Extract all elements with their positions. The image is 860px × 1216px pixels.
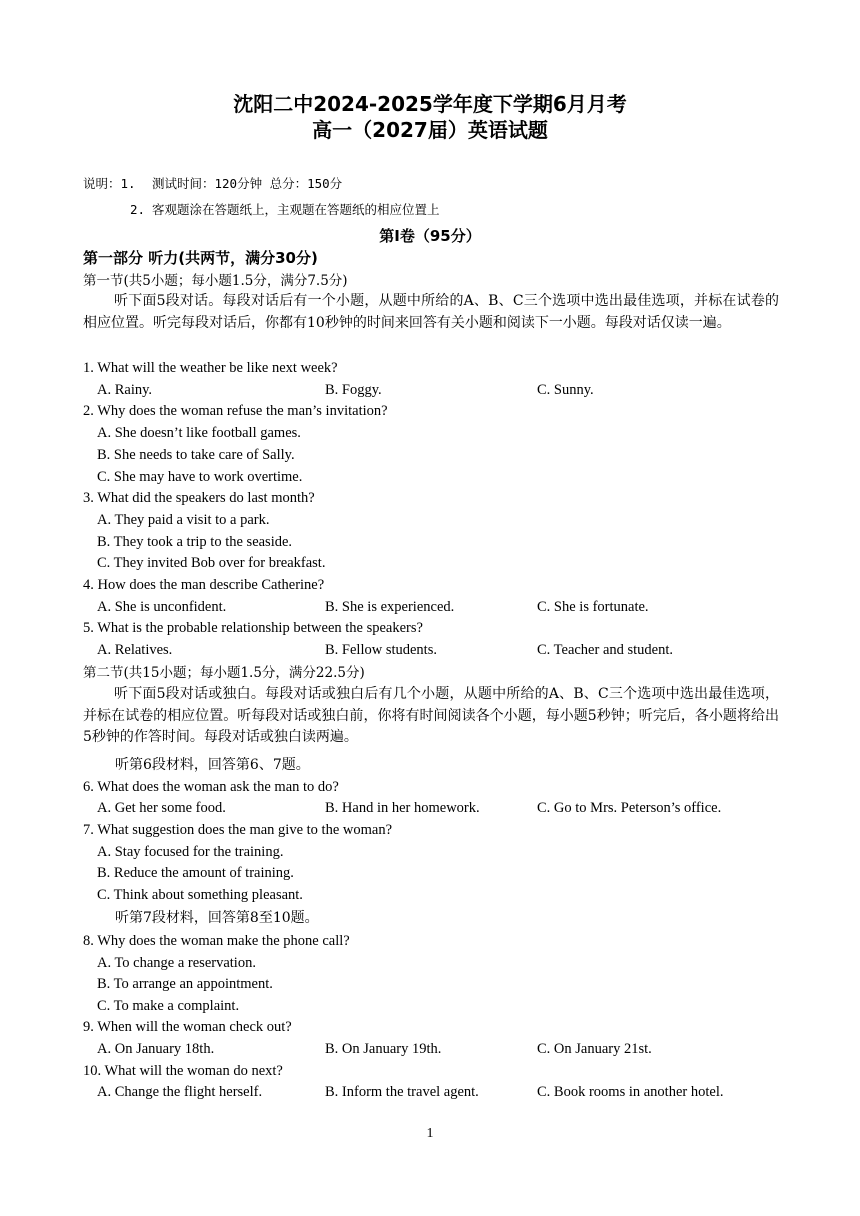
note-item-2-number: 2.	[130, 202, 146, 217]
option-a: A. On January 18th.	[97, 1041, 215, 1057]
material-instruction: 听第6段材料，回答第6、7题。	[115, 757, 310, 773]
option-b: B. Inform the travel agent.	[325, 1084, 479, 1100]
section-instructions: 听下面5段对话或独白。每段对话或独白后有几个小题，从题中所给的A、B、C三个选项中选出最佳选项，并标在试卷的相应位置。听每段对话或独白前，你将有时间阅读各个小题，每小题5秒钟；听完后，各小题将给出5秒钟的作答时间。每段对话或独白读两遍。	[83, 686, 779, 745]
material-instruction: 听第7段材料，回答第8至10题。	[115, 910, 319, 926]
option-c: C. Go to Mrs. Peterson’s office.	[537, 800, 722, 816]
note-item-1: 测试时间：120分钟 总分：150分	[152, 176, 343, 191]
option-b: B. She is experienced.	[325, 599, 455, 615]
question: 7. What suggestion does the man give to the woman?	[83, 822, 393, 838]
option-a: A. Relatives.	[97, 642, 173, 658]
option-c: C. Sunny.	[537, 382, 594, 398]
option-a: A. To change a reservation.	[97, 955, 256, 971]
option-a: A. Get her some food.	[97, 800, 226, 816]
question: 2. Why does the woman refuse the man’s invitation?	[83, 403, 388, 419]
option-b: B. On January 19th.	[325, 1041, 442, 1057]
option-c: C. She is fortunate.	[537, 599, 649, 615]
volume-title: 第I卷（95分）	[379, 227, 481, 245]
option-b: B. Reduce the amount of training.	[97, 865, 294, 881]
question: 10. What will the woman do next?	[83, 1063, 283, 1079]
note-label: 说明：1.	[83, 176, 136, 191]
option-c: C. Think about something pleasant.	[97, 887, 303, 903]
option-c: C. They invited Bob over for breakfast.	[97, 555, 326, 571]
option-a: A. Change the flight herself.	[97, 1084, 263, 1100]
option-b: B. Hand in her homework.	[325, 800, 480, 816]
option-a: A. They paid a visit to a park.	[97, 512, 270, 528]
option-c: C. On January 21st.	[537, 1041, 652, 1057]
question: 9. When will the woman check out?	[83, 1019, 292, 1035]
question: 4. How does the man describe Catherine?	[83, 577, 325, 593]
section-heading: 第二节(共15小题；每小题1.5分，满分22.5分)	[83, 665, 365, 681]
option-a: A. Stay focused for the training.	[97, 844, 284, 860]
question: 3. What did the speakers do last month?	[83, 490, 315, 506]
page-number: 1	[426, 1126, 434, 1141]
option-b: B. To arrange an appointment.	[97, 976, 273, 992]
option-b: B. Foggy.	[325, 382, 382, 398]
option-c: C. She may have to work overtime.	[97, 469, 303, 485]
option-c: C. Teacher and student.	[537, 642, 674, 658]
question: 8. Why does the woman make the phone call?	[83, 933, 350, 949]
exam-subtitle: 高一（2027届）英语试题	[312, 118, 548, 142]
option-b: B. They took a trip to the seaside.	[97, 534, 293, 550]
option-a: A. She doesn’t like football games.	[97, 425, 301, 441]
question: 1. What will the weather be like next week?	[83, 360, 338, 376]
question: 6. What does the woman ask the man to do?	[83, 779, 339, 795]
section-instructions: 听下面5段对话。每段对话后有一个小题，从题中所给的A、B、C三个选项中选出最佳选项，并标在试卷的相应位置。听完每段对话后，你都有10秒钟的时间来回答有关小题和阅读下一小题。每段对话仅读一遍。	[83, 293, 779, 331]
exam-title: 沈阳二中2024-2025学年度下学期6月月考	[233, 92, 627, 116]
question: 5. What is the probable relationship between the speakers?	[83, 620, 423, 636]
note-item-2: 客观题涂在答题纸上，主观题在答题纸的相应位置上	[152, 202, 440, 217]
option-c: C. Book rooms in another hotel.	[537, 1084, 724, 1100]
option-b: B. Fellow students.	[325, 642, 437, 658]
part-title: 第一部分 听力(共两节，满分30分)	[83, 249, 318, 267]
section-heading: 第一节(共5小题；每小题1.5分，满分7.5分)	[83, 273, 348, 289]
option-a: A. She is unconfident.	[97, 599, 227, 615]
option-c: C. To make a complaint.	[97, 998, 240, 1014]
option-b: B. She needs to take care of Sally.	[97, 447, 295, 463]
option-a: A. Rainy.	[97, 382, 153, 398]
